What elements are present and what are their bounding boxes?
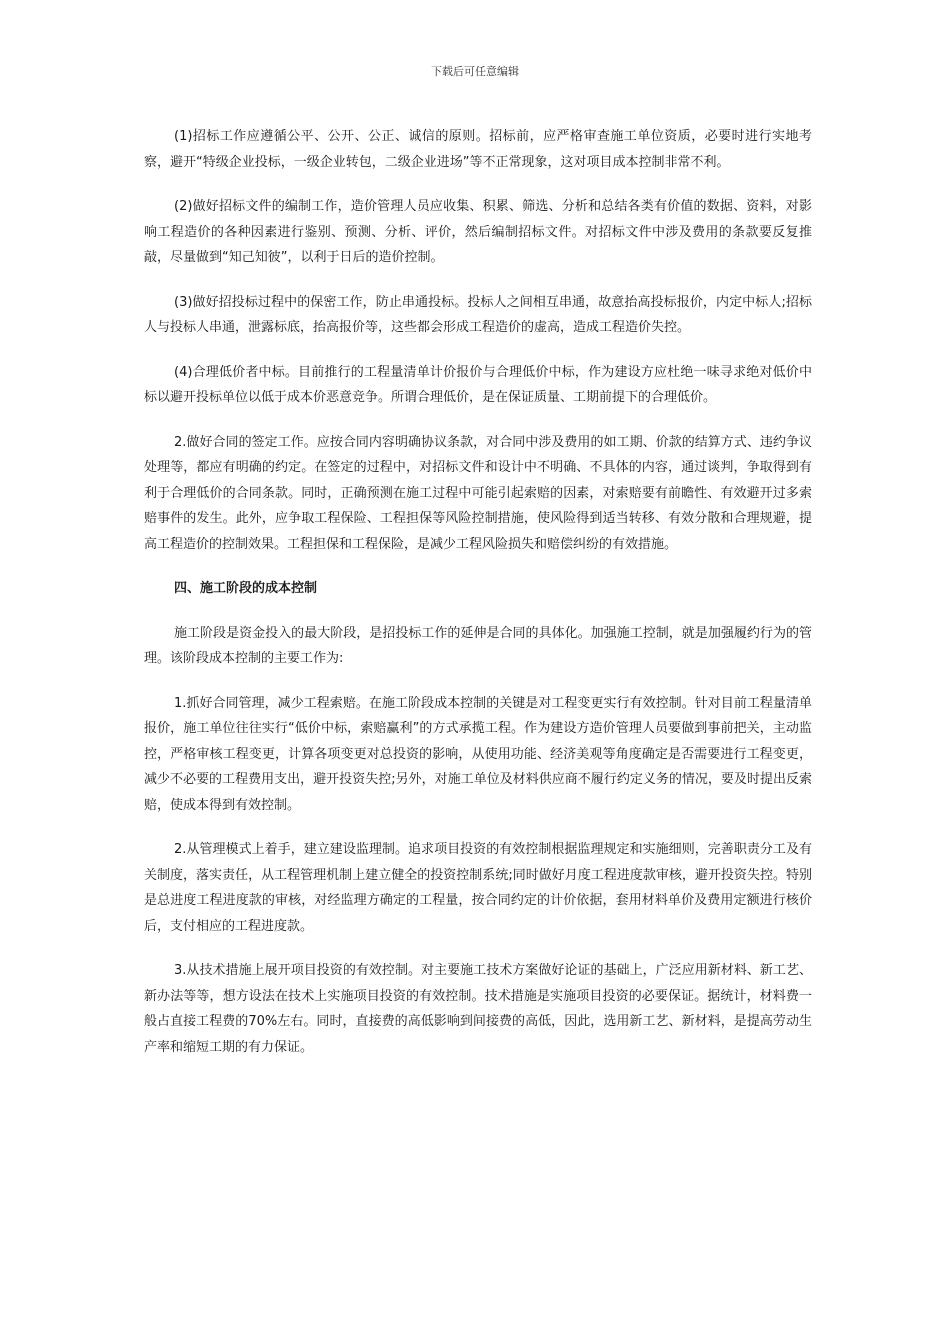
paragraph-supervision-system: 2.从管理模式上着手，建立建设监理制。追求项目投资的有效控制根据监理规定和实施细则，完善职责分工及有关制度，落实责任，从工程管理机制上建立健全的投资控制系统;同时做好月度工程进度款审核，避开投资失控。特别是总进度工程进度款的审核，对经监理方确定的工程量，按合同约定的计价依据，套用材料单价及费用定额进行核价后，支付相应的工程进度款。 xyxy=(144,842,812,934)
section-heading-construction-cost: 四、施工阶段的成本控制 xyxy=(174,581,318,596)
paragraph-contract-signing: 2.做好合同的签定工作。应按合同内容明确协议条款，对合同中涉及费用的如工期、价款的结算方式、违约争议处理等，都应有明确的约定。在签定的过程中，对招标文件和设计中不明确、不具体的内容，通过谈判，争取得到有利于合理低价的合同条款。同时，正确预测在施工过程中可能引起索赔的因素，对索赔要有前瞻性、有效避开过多索赔事件的发生。此外，应争取工程保险、工程担保等风险控制措施，使风险得到适当转移、有效分散和合理规避，提高工程造价的控制效果。工程担保和工程保险，是减少工程风险损失和赔偿纠纷的有效措施。 xyxy=(144,434,812,552)
paragraph-construction-intro: 施工阶段是资金投入的最大阶段，是招投标工作的延伸是合同的具体化。加强施工控制，就是加强履约行为的管理。该阶段成本控制的主要工作为: xyxy=(144,625,812,666)
paragraph-bidding-principles: (1)招标工作应遵循公平、公开、公正、诚信的原则。招标前，应严格审查施工单位资质，必要时进行实地考察，避开“特级企业投标，一级企业转包，二级企业进场”等不正常现象，这对项目成本控制非常不利。 xyxy=(144,129,812,170)
paragraph-reasonable-low-bid: (4)合理低价者中标。目前推行的工程量清单计价报价与合理低价中标，作为建设方应杜绝一味寻求绝对低价中标以避开投标单位以低于成本价恶意竞争。所谓合理低价，是在保证质量、工期前提下的合理低价。 xyxy=(144,364,812,405)
document-body xyxy=(144,124,812,1079)
paragraph-bidding-documents: (2)做好招标文件的编制工作，造价管理人员应收集、积累、筛选、分析和总结各类有价值的数据、资料，对影响工程造价的各种因素进行鉴别、预测、分析、评价，然后编制招标文件。对招标文件中涉及费用的条款要反复推敲，尽量做到“知己知彼”，以利于日后的造价控制。 xyxy=(144,199,812,265)
paragraph-confidentiality: (3)做好招投标过程中的保密工作，防止串通投标。投标人之间相互串通，故意抬高投标报价，内定中标人;招标人与投标人串通，泄露标底，抬高报价等，这些都会形成工程造价的虚高，造成工程造价失控。 xyxy=(144,294,812,335)
paragraph-technical-measures: 3.从技术措施上展开项目投资的有效控制。对主要施工技术方案做好论证的基础上，广泛应用新材料、新工艺、新办法等等，想方设法在技术上实施项目投资的有效控制。技术措施是实施项目投资的必要保证。据统计，材料费一般占直接工程费的70%左右。同时，直接费的高低影响到间接费的高低，因此，选用新工艺、新材料，是提高劳动生产率和缩短工期的有力保证。 xyxy=(144,963,812,1055)
page-header-note: 下载后可任意编辑 xyxy=(431,65,519,78)
paragraph-contract-management: 1.抓好合同管理，减少工程索赔。在施工阶段成本控制的关键是对工程变更实行有效控制。针对目前工程量清单报价，施工单位往往实行“低价中标，索赔赢利”的方式承揽工程。作为建设方造价管理人员要做到事前把关，主动监控，严格审核工程变更，计算各项变更对总投资的影响，从使用功能、经济美观等角度确定是否需要进行工程变更，减少不必要的工程费用支出，避开投资失控;另外，对施工单位及材料供应商不履行约定义务的情况，要及时提出反索赔，使成本得到有效控制。 xyxy=(144,695,812,813)
